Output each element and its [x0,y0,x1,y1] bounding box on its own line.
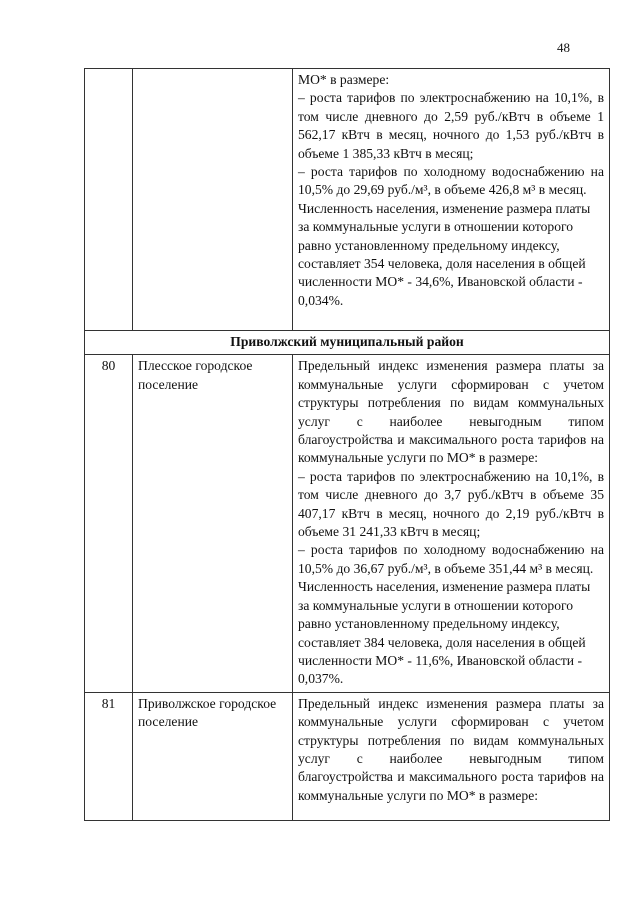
description-paragraph: – роста тарифов по электроснабжению на 10,1%, в том числе дневного до 2,59 руб./кВтч в объеме 1 562,17 кВтч в месяц, ночного до 1,53 руб./кВтч в объеме 1 385,33 кВтч в месяц; [298,90,604,161]
municipality-name-cell: Приволжское городское поселение [133,692,293,820]
page-number: 48 [557,40,570,55]
description-paragraph: – роста тарифов по холодному водоснабжению на 10,5% до 36,67 руб./м³, в объеме 351,44 м³ в месяц. [298,542,604,576]
table-row [85,692,610,820]
description-cell [293,692,610,820]
description-cell [293,69,610,331]
row-number-cell [85,69,133,331]
description-paragraph: Численность населения, изменение размера платы за коммунальные услуги в отношении которого равно установленному предельному индексу, составляет 384 человека, доля населения в общей численности МО* - 11,6%, Ивановской области - 0,037%. [298,579,591,687]
description-paragraph: – роста тарифов по электроснабжению на 10,1%, в том числе дневного до 3,7 руб./кВтч в объеме 35 407,17 кВтч в месяц, ночного до 2,19 руб./кВтч в объеме 31 241,33 кВтч в месяц; [298,468,604,540]
description-paragraph: – роста тарифов по холодному водоснабжению на 10,5% до 29,69 руб./м³, в объеме 426,8 м³ в месяц. [298,164,604,198]
description-paragraph: Численность населения, изменение размера платы за коммунальные услуги в отношении которого равно установленному предельному индексу, составляет 354 человека, доля населения в общей численности МО* - 34,6%, Ивановской области - 0,034%. [298,200,591,308]
municipality-name-cell: Плесское городское поселение [133,355,293,692]
table-row [85,355,610,692]
municipality-name-cell [133,69,293,331]
section-header-row [85,331,610,355]
description-paragraph: МО* в размере: [298,72,390,87]
row-number-cell: 80 [85,355,133,692]
section-title: Приволжский муниципальный район [85,331,610,355]
tariff-table [84,68,610,821]
description-paragraph: Предельный индекс изменения размера платы за коммунальные услуги сформирован с учетом структуры потребления по видам коммунальных услуг с наиболее невыгодным типом благоустройства и максимального роста тарифов на коммунальные услуги по МО* в размере: [298,358,604,466]
table-row [85,69,610,331]
description-cell [293,355,610,692]
row-number-cell: 81 [85,692,133,820]
description-paragraph: Предельный индекс изменения размера платы за коммунальные услуги сформирован с учетом структуры потребления по видам коммунальных услуг с наиболее невыгодным типом благоустройства и максимального роста тарифов на коммунальные услуги по МО* в размере: [298,695,604,803]
